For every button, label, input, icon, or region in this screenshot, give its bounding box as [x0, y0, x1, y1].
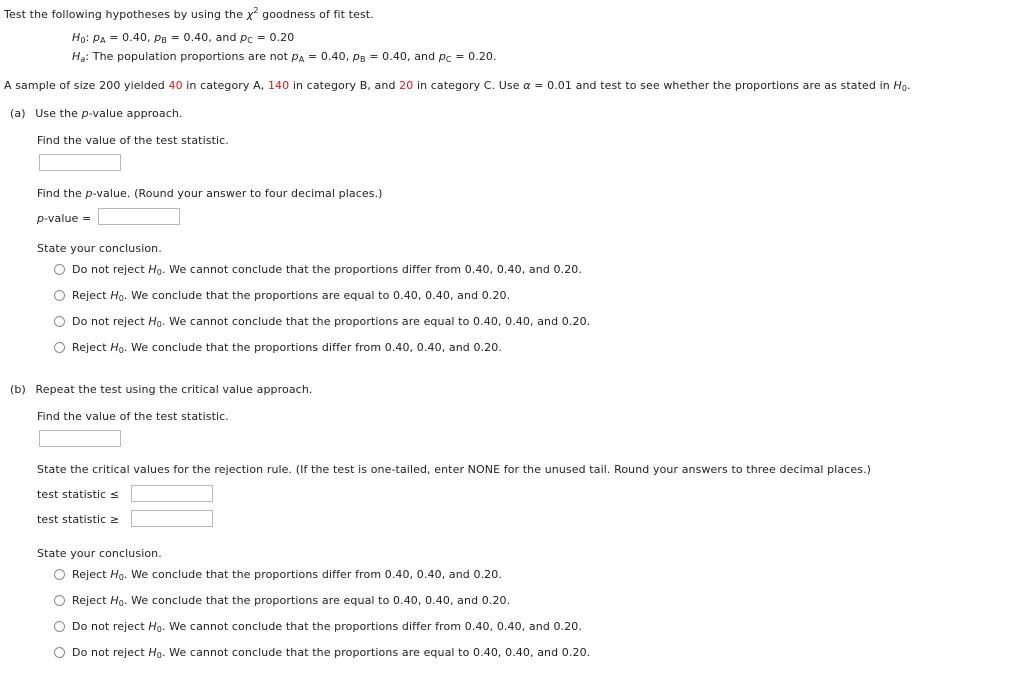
- ha-label: H: [72, 50, 81, 63]
- part-a-find-stat: Find the value of the test statistic.: [37, 134, 229, 147]
- critical-values-instruction: State the critical values for the rejection rule. (If the test is one-tailed, enter NONE for the unused tail. Round your answers to three decimal places.): [37, 463, 872, 476]
- null-hypothesis: $H_0$: $p_A = 0.40$, $p_B = 0.40$, and $p_C = 0.20$: [72, 31, 295, 45]
- test-statistic-ge-label: test statistic ≥: [37, 513, 120, 526]
- sample-text-3: in category B, and: [292, 79, 396, 92]
- ha-pa-sub: A: [298, 55, 305, 64]
- ha-text: : The population proportions are not: [85, 50, 289, 63]
- part-b-option-1-radio[interactable]: [54, 569, 65, 580]
- h-symbol: H: [148, 620, 157, 633]
- option-pre: Reject: [72, 594, 107, 607]
- part-a-option-1-radio[interactable]: [54, 264, 65, 275]
- h-symbol: H: [148, 263, 157, 276]
- part-b-option-4-radio[interactable]: [54, 647, 65, 658]
- part-b-label: (b): [10, 383, 26, 396]
- alternative-hypothesis: [72, 50, 497, 64]
- pvalue-input[interactable]: [98, 208, 180, 225]
- sample-text-1: A sample of size 200 yielded: [4, 79, 165, 92]
- option-pre: Do not reject: [72, 620, 145, 633]
- sample-text-4: in category C. Use: [416, 79, 520, 92]
- h-symbol: H: [148, 646, 157, 659]
- pvalue-italic: p: [37, 212, 45, 225]
- h0-pb-val: = 0.40, and: [170, 31, 237, 44]
- part-a-title: Use the: [35, 107, 79, 120]
- h-symbol-sub: 0: [156, 320, 162, 329]
- sample-text-5: = 0.01 and test to see whether the proportions are as stated in: [534, 79, 890, 92]
- chi-symbol: χ: [246, 8, 254, 21]
- critical-value-upper-input[interactable]: [131, 510, 213, 527]
- sample-h: H: [893, 79, 902, 92]
- option-post: . We cannot conclude that the proportions differ from 0.40, 0.40, and 0.20.: [161, 620, 582, 633]
- alpha-symbol: α: [523, 79, 531, 92]
- intro-suffix: goodness of fit test.: [262, 8, 374, 21]
- pvalue-label-text: -value =: [44, 212, 92, 225]
- h-symbol-sub: 0: [156, 625, 162, 634]
- h-symbol: H: [110, 594, 119, 607]
- part-a-state-conclusion: State your conclusion.: [37, 242, 162, 255]
- option-post: . We cannot conclude that the proportions differ from 0.40, 0.40, and 0.20.: [161, 263, 582, 276]
- count-c: 20: [399, 79, 414, 92]
- h0-pa-val: = 0.40,: [109, 31, 151, 44]
- h0-pa: p: [92, 31, 101, 44]
- h-symbol-sub: 0: [156, 651, 162, 660]
- option-pre: Do not reject: [72, 263, 145, 276]
- part-a-option-3-label[interactable]: [72, 315, 590, 329]
- find-p-post: -value. (Round your answer to four decimal places.): [92, 187, 383, 200]
- option-pre: Do not reject: [72, 315, 145, 328]
- critical-value-lower-input[interactable]: [131, 485, 213, 502]
- part-b-option-2-label[interactable]: [72, 594, 510, 608]
- h-symbol-sub: 0: [156, 268, 162, 277]
- part-a-option-4-label[interactable]: [72, 341, 502, 355]
- part-b-option-3-label[interactable]: [72, 620, 582, 634]
- option-post: . We conclude that the proportions differ from 0.40, 0.40, and 0.20.: [123, 568, 502, 581]
- h-symbol: H: [148, 315, 157, 328]
- chi-superscript: 2: [253, 6, 259, 15]
- part-a-heading: [10, 107, 183, 120]
- h0-pa-sub: A: [100, 36, 106, 45]
- h-symbol-sub: 0: [118, 294, 124, 303]
- option-post: . We conclude that the proportions differ from 0.40, 0.40, and 0.20.: [123, 341, 502, 354]
- sample-h-sub: 0: [901, 84, 908, 93]
- ha-pb-val: = 0.40, and: [369, 50, 436, 63]
- part-b-option-2-radio[interactable]: [54, 595, 65, 606]
- ha-pb: p: [352, 50, 361, 63]
- option-post: . We conclude that the proportions are equal to 0.40, 0.40, and 0.20.: [123, 594, 511, 607]
- option-post: . We cannot conclude that the proportions are equal to 0.40, 0.40, and 0.20.: [161, 646, 591, 659]
- part-b-heading: [10, 383, 312, 396]
- part-b-option-1-label[interactable]: [72, 568, 502, 582]
- count-a: 40: [168, 79, 183, 92]
- option-pre: Reject: [72, 289, 107, 302]
- test-statistic-le-label: test statistic ≤: [37, 488, 120, 501]
- part-a-test-statistic-input[interactable]: [39, 154, 121, 171]
- part-b-state-conclusion: State your conclusion.: [37, 547, 162, 560]
- count-b: 140: [267, 79, 290, 92]
- h-symbol: H: [110, 341, 119, 354]
- option-pre: Do not reject: [72, 646, 145, 659]
- h0-pc: p: [240, 31, 248, 44]
- ha-pb-sub: B: [360, 55, 366, 64]
- find-p-italic: p: [85, 187, 93, 200]
- part-b-option-4-label[interactable]: [72, 646, 590, 660]
- ha-pc-val: = 0.20.: [455, 50, 497, 63]
- part-a-option-4-radio[interactable]: [54, 342, 65, 353]
- option-pre: Reject: [72, 341, 107, 354]
- part-a-find-pvalue: [37, 187, 383, 200]
- ha-pa-val: = 0.40,: [307, 50, 350, 63]
- h0-label-sub: 0: [80, 36, 86, 45]
- part-b-title: Repeat the test using the critical value approach.: [35, 383, 313, 396]
- h0-label: H: [72, 31, 81, 44]
- sample-description: [4, 79, 911, 93]
- part-a-title-p: p: [81, 107, 89, 120]
- h0-pc-sub: C: [247, 36, 253, 45]
- h-symbol-sub: 0: [118, 599, 124, 608]
- intro-prefix: Test the following hypotheses by using the: [4, 8, 244, 21]
- sample-text-2: in category A,: [186, 79, 265, 92]
- part-a-title-end: -value approach.: [88, 107, 183, 120]
- part-a-option-1-label[interactable]: [72, 263, 582, 277]
- option-post: . We cannot conclude that the proportions are equal to 0.40, 0.40, and 0.20.: [161, 315, 591, 328]
- h-symbol: H: [110, 568, 119, 581]
- h-symbol: H: [110, 289, 119, 302]
- h0-pc-val: = 0.20: [256, 31, 295, 44]
- part-b-option-3-radio[interactable]: [54, 621, 65, 632]
- part-a-label: (a): [10, 107, 26, 120]
- ha-label-sub: a: [80, 55, 86, 64]
- h0-pb-sub: B: [161, 36, 167, 45]
- part-a-option-3-radio[interactable]: [54, 316, 65, 327]
- find-p-pre: Find the: [37, 187, 82, 200]
- ha-pc: p: [438, 50, 446, 63]
- h-symbol-sub: 0: [118, 573, 124, 582]
- option-pre: Reject: [72, 568, 107, 581]
- ha-pc-sub: C: [445, 55, 452, 64]
- part-a-option-2-label[interactable]: [72, 289, 510, 303]
- pvalue-label: [37, 212, 91, 225]
- h-symbol-sub: 0: [118, 346, 124, 355]
- intro-line: [4, 6, 374, 21]
- part-b-find-stat: Find the value of the test statistic.: [37, 410, 229, 423]
- h0-pb: p: [154, 31, 162, 44]
- option-post: . We conclude that the proportions are equal to 0.40, 0.40, and 0.20.: [123, 289, 511, 302]
- sample-end: .: [907, 79, 911, 92]
- part-b-test-statistic-input[interactable]: [39, 430, 121, 447]
- part-a-option-2-radio[interactable]: [54, 290, 65, 301]
- ha-pa: p: [291, 50, 299, 63]
